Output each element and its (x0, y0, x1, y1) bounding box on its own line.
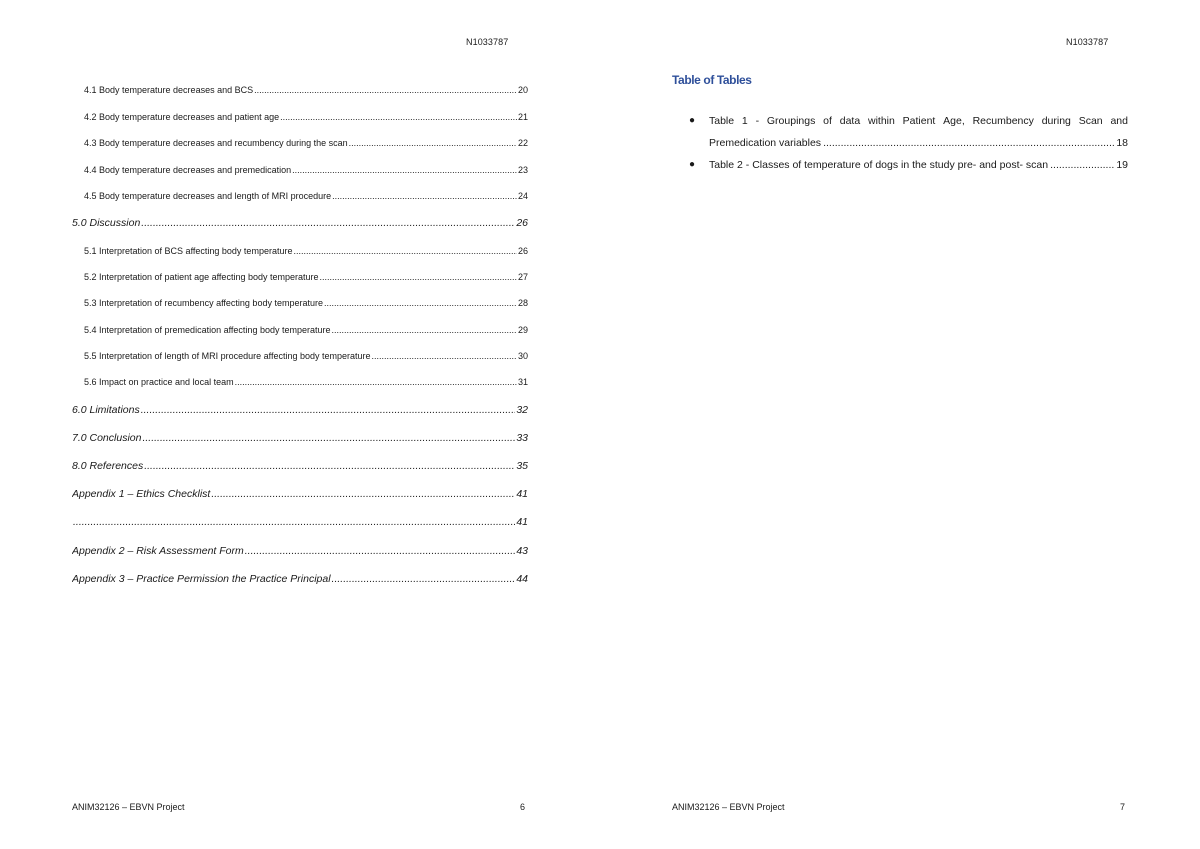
toc-entry[interactable] (72, 204, 528, 232)
page-footer-course: ANIM32126 – EBVN Project (672, 802, 785, 812)
toc-entry-title: 4.1 Body temperature decreases and BCS (84, 85, 254, 96)
toc-entry[interactable] (72, 98, 528, 124)
toc-entry-page: 21 (517, 111, 528, 122)
toc-entry-title: 5.3 Interpretation of recumbency affecting body temperature (84, 298, 323, 309)
dot-leader (372, 348, 517, 364)
table-entry-word: and (1110, 115, 1128, 127)
toc-entry[interactable] (72, 475, 528, 503)
dot-leader (280, 109, 517, 125)
toc-entry[interactable] (72, 364, 528, 390)
table-entry-word: data (839, 115, 861, 127)
page-footer-course: ANIM32126 – EBVN Project (72, 802, 185, 812)
bullet-icon: ● (689, 159, 696, 170)
toc-entry-page: 24 (517, 190, 528, 201)
toc-entry-page: 20 (517, 85, 528, 96)
toc-entry-page: 28 (517, 298, 528, 309)
page-header-student-id: N1033787 (466, 37, 509, 47)
dot-leader (235, 374, 517, 390)
dot-leader (141, 215, 515, 232)
dot-leader (292, 162, 517, 178)
dot-leader (1050, 154, 1114, 176)
dot-leader (73, 514, 515, 531)
table-entry-word: Scan (1078, 115, 1103, 127)
toc-entry-page: 29 (517, 324, 528, 335)
dot-leader (324, 295, 517, 311)
toc-entry[interactable] (72, 151, 528, 177)
toc-entry-title: 5.0 Discussion (72, 217, 141, 230)
dot-leader (254, 82, 517, 98)
table-of-contents (72, 72, 528, 588)
table-entry-word: 1 (741, 115, 748, 127)
toc-entry[interactable] (72, 447, 528, 475)
toc-entry-page: 44 (516, 572, 528, 585)
dot-leader (349, 135, 517, 151)
toc-entry-title: 4.5 Body temperature decreases and length of MRI procedure (84, 190, 332, 201)
toc-entry[interactable] (72, 285, 528, 311)
toc-entry-page: 41 (516, 516, 528, 529)
table-entry-title: Table 2 - Classes of temperature of dogs in the study pre- and post- scan (709, 159, 1049, 171)
table-entry-1-line-1 (709, 110, 1128, 132)
dot-leader (142, 430, 515, 447)
toc-entry-title: 5.2 Interpretation of patient age affecting body temperature (84, 271, 319, 282)
toc-entry-title: Appendix 1 – Ethics Checklist (72, 488, 211, 501)
toc-entry[interactable] (72, 178, 528, 204)
toc-entry-title: 5.4 Interpretation of premedication affecting body temperature (84, 324, 331, 335)
table-entry-title: Premedication variables (709, 137, 822, 149)
toc-entry-title: 8.0 References (72, 460, 144, 473)
toc-entry-page: 43 (516, 544, 528, 557)
table-entry-word: Age, (943, 115, 965, 127)
table-entry-word: Groupings (766, 115, 816, 127)
toc-entry[interactable] (72, 390, 528, 418)
toc-entry[interactable] (72, 338, 528, 364)
toc-entry-title: 4.2 Body temperature decreases and patient age (84, 111, 280, 122)
page-footer-number: 7 (1120, 802, 1126, 812)
dot-leader (144, 458, 515, 475)
dot-leader (320, 269, 517, 285)
page-header-student-id: N1033787 (1066, 37, 1109, 47)
toc-entry-title: Appendix 3 – Practice Permission the Practice Principal (72, 572, 331, 585)
dot-leader (245, 543, 516, 560)
toc-entry-page: 32 (516, 403, 528, 416)
table-entry-word: - (755, 115, 760, 127)
table-entry-word: during (1041, 115, 1071, 127)
toc-entry-page: 26 (517, 245, 528, 256)
toc-entry[interactable] (72, 232, 528, 258)
toc-entry[interactable] (72, 72, 528, 98)
table-entry-word: Table (709, 115, 735, 127)
dot-leader (823, 132, 1114, 154)
table-entry-2[interactable] (689, 154, 1128, 176)
toc-entry-page: 22 (517, 138, 528, 149)
table-entry-1-line-2 (709, 132, 1128, 154)
toc-entry-page: 30 (517, 351, 528, 362)
dot-leader (332, 571, 516, 588)
toc-entry-title: 7.0 Conclusion (72, 431, 142, 444)
toc-entry-title: 5.6 Impact on practice and local team (84, 377, 234, 388)
toc-entry-page: 33 (516, 431, 528, 444)
toc-entry-title: 6.0 Limitations (72, 403, 140, 416)
toc-entry-title: 5.1 Interpretation of BCS affecting body temperature (84, 245, 293, 256)
page-footer-number: 6 (520, 802, 526, 812)
toc-entry[interactable] (72, 560, 528, 588)
table-entry-1[interactable] (689, 110, 1128, 154)
table-entry-page: 19 (1116, 159, 1128, 171)
table-of-tables-list (689, 110, 1128, 176)
toc-entry-title: Appendix 2 – Risk Assessment Form (72, 544, 244, 557)
toc-entry-title: 4.3 Body temperature decreases and recumbency during the scan (84, 138, 348, 149)
document-page-7 (600, 0, 1200, 849)
toc-entry-title: 4.4 Body temperature decreases and premedication (84, 164, 292, 175)
bullet-icon: ● (689, 115, 696, 126)
toc-entry-page: 26 (516, 217, 528, 230)
table-entry-word: within (867, 115, 895, 127)
toc-entry[interactable] (72, 419, 528, 447)
table-of-tables-heading: Table of Tables (672, 73, 752, 87)
toc-entry-page: 23 (517, 164, 528, 175)
toc-entry-page: 35 (516, 460, 528, 473)
toc-entry[interactable] (72, 503, 528, 531)
dot-leader (293, 243, 517, 259)
table-entry-word: of (823, 115, 832, 127)
toc-entry[interactable] (72, 311, 528, 337)
toc-entry[interactable] (72, 259, 528, 285)
table-entry-word: Recumbency (972, 115, 1034, 127)
toc-entry-page: 27 (517, 271, 528, 282)
table-entry-page: 18 (1116, 137, 1128, 149)
dot-leader (332, 322, 517, 338)
table-entry-word: Patient (902, 115, 936, 127)
toc-entry[interactable] (72, 125, 528, 151)
dot-leader (141, 402, 516, 419)
table-entry-2-line-1 (709, 154, 1128, 176)
toc-entry-page: 41 (516, 488, 528, 501)
dot-leader (211, 486, 515, 503)
toc-entry-title: 5.5 Interpretation of length of MRI procedure affecting body temperature (84, 351, 371, 362)
dot-leader (332, 188, 517, 204)
toc-entry-page: 31 (517, 377, 528, 388)
toc-entry[interactable] (72, 531, 528, 559)
